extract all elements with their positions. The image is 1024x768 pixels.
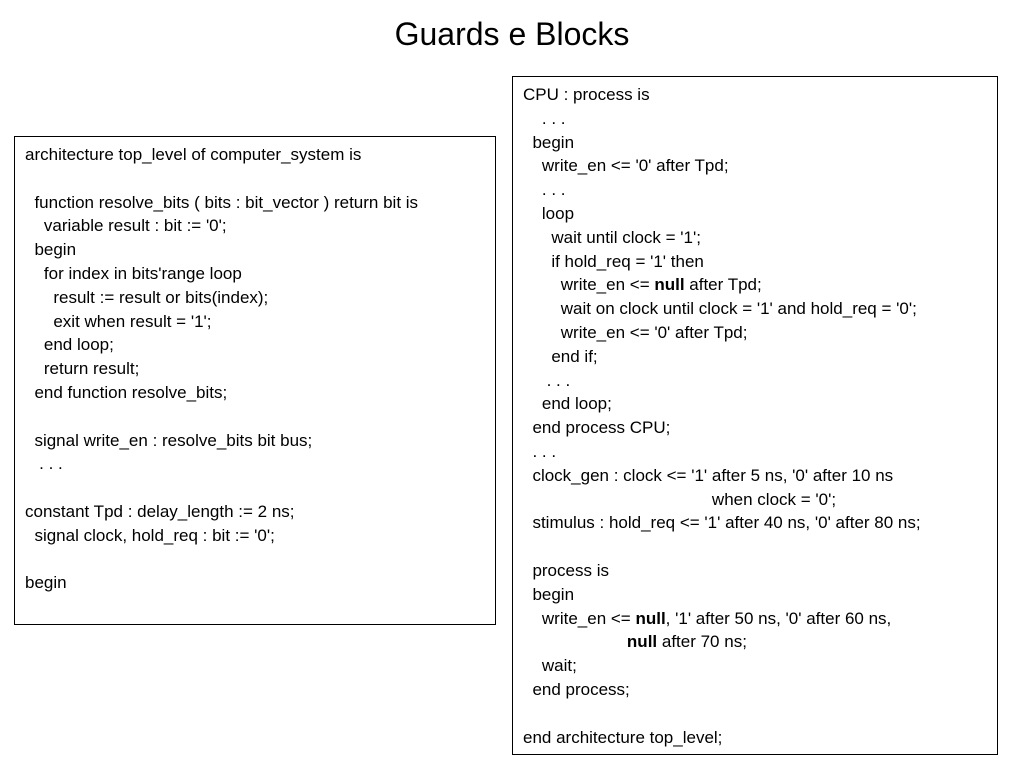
code-line bbox=[25, 191, 495, 215]
code-line bbox=[523, 416, 997, 440]
code-text: function resolve_bits ( bits : bit_vector ) return bit is bbox=[25, 192, 419, 212]
code-text: begin bbox=[25, 573, 67, 593]
code-line bbox=[523, 345, 997, 369]
code-line bbox=[523, 559, 997, 583]
code-text: clock_gen : clock <= '1' after 5 ns, '0' after 10 ns bbox=[523, 465, 894, 485]
code-line bbox=[523, 511, 997, 535]
code-line bbox=[25, 548, 495, 572]
code-text: process is bbox=[523, 560, 609, 580]
code-line bbox=[523, 583, 997, 607]
code-line bbox=[523, 321, 997, 345]
code-line bbox=[523, 464, 997, 488]
code-text: write_en <= bbox=[523, 608, 636, 628]
code-text: end architecture top_level; bbox=[523, 727, 723, 747]
code-line bbox=[523, 654, 997, 678]
code-text: write_en <= bbox=[523, 275, 655, 295]
code-line bbox=[25, 167, 495, 191]
code-text: write_en <= '0' after Tpd; bbox=[523, 156, 729, 176]
code-line bbox=[523, 678, 997, 702]
code-text: end if; bbox=[523, 346, 598, 366]
code-line bbox=[523, 178, 997, 202]
code-text: wait on clock until clock = '1' and hold_req = '0'; bbox=[523, 299, 917, 319]
code-text: if hold_req = '1' then bbox=[523, 251, 704, 271]
code-line bbox=[25, 143, 495, 167]
code-line bbox=[523, 630, 997, 654]
code-line bbox=[523, 83, 997, 107]
code-line bbox=[523, 202, 997, 226]
code-text: CPU : process is bbox=[523, 85, 650, 104]
code-text: architecture top_level of computer_system is bbox=[25, 145, 362, 164]
code-text: result := result or bits(index); bbox=[25, 287, 269, 307]
code-line bbox=[523, 226, 997, 250]
code-line bbox=[523, 273, 997, 297]
code-text: begin bbox=[523, 584, 575, 604]
code-text: exit when result = '1'; bbox=[25, 311, 212, 331]
code-line bbox=[523, 297, 997, 321]
code-text: end loop; bbox=[523, 394, 612, 414]
code-line bbox=[523, 154, 997, 178]
code-text: write_en <= '0' after Tpd; bbox=[523, 322, 748, 342]
code-text: signal write_en : resolve_bits bit bus; bbox=[25, 430, 313, 450]
right-code-box bbox=[512, 76, 998, 755]
code-text: wait until clock = '1'; bbox=[523, 227, 701, 247]
code-line bbox=[25, 333, 495, 357]
keyword-null: null bbox=[626, 632, 658, 652]
code-line bbox=[523, 131, 997, 155]
code-line bbox=[25, 571, 495, 595]
code-line bbox=[523, 107, 997, 131]
left-code-box bbox=[14, 136, 496, 625]
code-text: for index in bits'range loop bbox=[25, 263, 242, 283]
code-text bbox=[523, 632, 627, 651]
code-line bbox=[523, 488, 997, 512]
code-line bbox=[25, 524, 495, 548]
code-text: wait; bbox=[523, 656, 577, 676]
keyword-null: null bbox=[654, 275, 685, 295]
code-line bbox=[523, 250, 997, 274]
code-line bbox=[25, 405, 495, 429]
code-text: after Tpd; bbox=[684, 275, 762, 295]
code-text: begin bbox=[523, 132, 575, 152]
code-line bbox=[523, 440, 997, 464]
code-text: stimulus : hold_req <= '1' after 40 ns, '0' after 80 ns; bbox=[523, 513, 921, 533]
code-text: end loop; bbox=[25, 335, 114, 355]
code-line bbox=[25, 310, 495, 334]
code-text: , '1' after 50 ns, '0' after 60 ns, bbox=[665, 608, 892, 628]
code-line bbox=[523, 369, 997, 393]
code-text: end process CPU; bbox=[523, 418, 671, 438]
slide-title: Guards e Blocks bbox=[394, 16, 630, 52]
code-text: begin bbox=[25, 240, 77, 260]
code-line bbox=[25, 476, 495, 500]
code-line bbox=[523, 702, 997, 726]
code-line bbox=[25, 429, 495, 453]
code-text: after 70 ns; bbox=[657, 632, 747, 652]
code-line bbox=[523, 392, 997, 416]
keyword-null: null bbox=[635, 608, 666, 628]
code-text: signal clock, hold_req : bit := '0'; bbox=[25, 525, 275, 545]
code-text: loop bbox=[523, 203, 575, 223]
code-line bbox=[25, 238, 495, 262]
code-line bbox=[25, 214, 495, 238]
code-text: . . . bbox=[523, 370, 571, 390]
code-line bbox=[523, 726, 997, 750]
code-text: variable result : bit := '0'; bbox=[25, 216, 227, 236]
code-line bbox=[25, 500, 495, 524]
code-line bbox=[25, 262, 495, 286]
code-line bbox=[25, 286, 495, 310]
code-text: return result; bbox=[25, 359, 140, 379]
code-text: . . . bbox=[523, 108, 566, 128]
code-line bbox=[523, 535, 997, 559]
code-text: constant Tpd : delay_length := 2 ns; bbox=[25, 501, 295, 521]
code-text: . . . bbox=[523, 180, 566, 200]
code-text: . . . bbox=[25, 454, 63, 474]
code-text: end process; bbox=[523, 679, 630, 699]
code-line bbox=[25, 452, 495, 476]
code-text: end function resolve_bits; bbox=[25, 382, 228, 402]
code-line bbox=[25, 357, 495, 381]
code-line bbox=[25, 381, 495, 405]
code-text: . . . bbox=[523, 441, 557, 461]
code-text: when clock = '0'; bbox=[523, 489, 837, 509]
code-line bbox=[523, 607, 997, 631]
